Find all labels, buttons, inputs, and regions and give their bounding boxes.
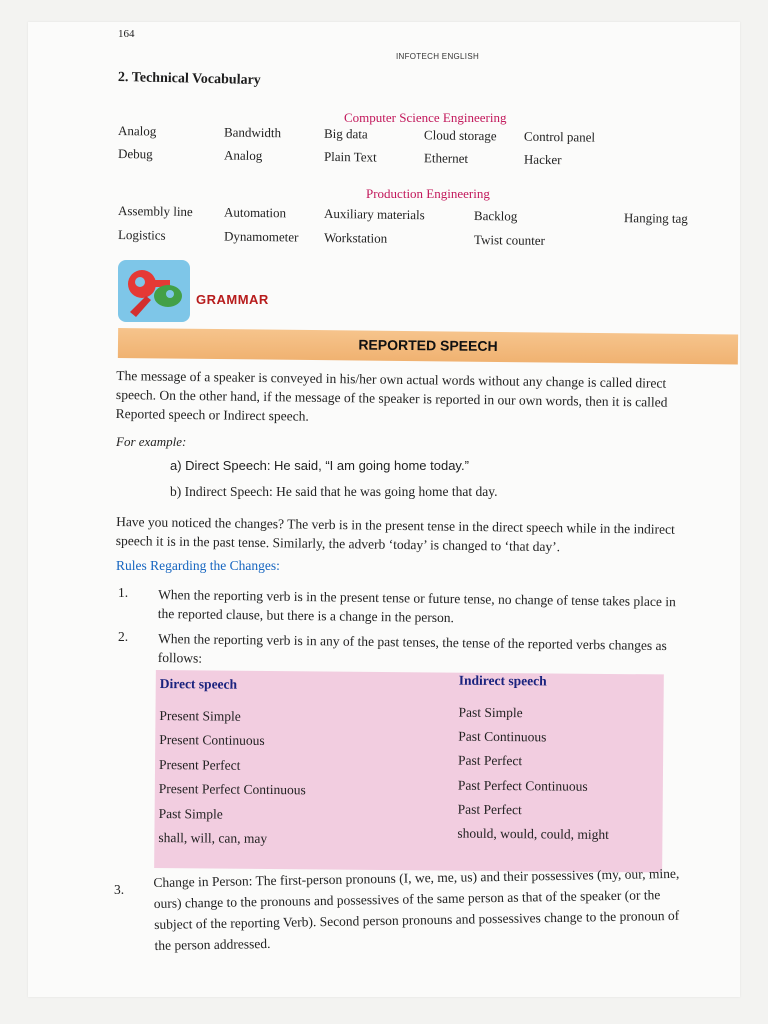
table-header-indirect: Indirect speech [458, 672, 547, 689]
table-cell-direct: Present Continuous [159, 732, 265, 748]
rule-2-text [158, 629, 758, 675]
example-indirect: b) Indirect Speech: He said that he was going home that day. [170, 484, 498, 499]
vocab-term: Big data [323, 125, 368, 142]
rule-line: ours) change to the pronouns and possessives of the same person as that of the speaker (or the [153, 887, 661, 912]
vocab-term: Logistics [117, 227, 166, 243]
vocab-term: Twist counter [473, 231, 546, 248]
banner-title: REPORTED SPEECH [358, 336, 498, 354]
section-banner [118, 328, 738, 364]
example-label: For example: [116, 434, 187, 449]
rule-number: 2. [118, 629, 129, 644]
table-cell-indirect: Past Perfect [457, 801, 522, 818]
key-icon [118, 260, 190, 322]
rule-3-text [153, 862, 744, 956]
rule-line: Change in Person: The first-person pronouns (I, we, me, us) and their possessives (my, our, mine, [153, 865, 680, 891]
vocab-term: Bandwidth [223, 124, 282, 141]
tense-table [154, 670, 664, 872]
notice-line: speech it is in the past tense. Similarly, the adverb ‘today’ is changed to ‘that day’. [115, 532, 561, 555]
rule-line: follows: [157, 649, 203, 666]
vocab-term: Automation [223, 204, 287, 221]
table-cell-direct: Present Simple [159, 708, 241, 724]
table-cell-direct: Present Perfect [158, 757, 241, 773]
vocab-term: Cloud storage [423, 127, 497, 144]
category-heading-cse: Computer Science Engineering [344, 110, 507, 125]
vocab-term: Auxiliary materials [323, 205, 425, 223]
table-cell-indirect: Past Continuous [458, 728, 547, 745]
example-direct: a) Direct Speech: He said, “I am going home today.” [170, 458, 469, 473]
table-cell-indirect: Past Perfect [458, 752, 523, 769]
rule-line: When the reporting verb is in any of the past tenses, the tense of the reported verbs changes as [158, 631, 667, 654]
rule-line: subject of the reporting Verb). Second person pronouns and possessives change to the pronoun of [154, 907, 680, 932]
table-cell-indirect: Past Perfect Continuous [457, 777, 588, 794]
intro-paragraph [116, 366, 757, 432]
rule-number: 3. [114, 882, 125, 897]
rule-1-text [158, 585, 758, 631]
vocab-term: Debug [117, 146, 153, 162]
intro-line: Reported speech or Indirect speech. [115, 405, 309, 424]
vocab-term: Analog [117, 123, 157, 139]
vocab-row-production-1 [118, 203, 718, 229]
table-cell-indirect: should, would, could, might [457, 825, 610, 842]
intro-line: speech. On the other hand, if the message of the speaker is reported in our own words, then it is called [115, 387, 668, 410]
rule-line: the person addressed. [154, 935, 271, 953]
rules-heading: Rules Regarding the Changes: [116, 558, 280, 573]
table-cell-direct: Present Perfect Continuous [158, 781, 306, 798]
vocab-term: Hacker [523, 151, 562, 168]
table-cell-indirect: Past Simple [458, 704, 523, 721]
rule-number: 1. [118, 585, 129, 600]
vocab-term: Analog [223, 147, 263, 164]
vocab-term: Control panel [523, 128, 596, 145]
vocab-row-cse-2 [118, 146, 718, 172]
vocab-term: Hanging tag [623, 210, 688, 226]
vocab-term: Backlog [473, 207, 518, 224]
vocab-term: Ethernet [423, 150, 469, 166]
rule-line: the reported clause, but there is a change in the person. [157, 605, 455, 626]
table-cell-direct: Past Simple [158, 806, 223, 822]
vocab-term: Assembly line [117, 203, 193, 220]
running-header: INFOTECH ENGLISH [396, 52, 480, 61]
vocab-term: Workstation [323, 229, 388, 246]
intro-line: The message of a speaker is conveyed in his/her own actual words without any change is called direct [116, 368, 667, 391]
textbook-page [28, 22, 740, 997]
notice-paragraph [116, 512, 756, 559]
vocab-term: Dynamometer [223, 228, 299, 245]
section-title: 2. Technical Vocabulary [117, 70, 261, 88]
vocab-row-production-2 [118, 227, 718, 253]
table-header-direct: Direct speech [159, 676, 238, 692]
vocab-term: Plain Text [323, 148, 377, 165]
category-heading-production: Production Engineering [366, 186, 490, 201]
vocab-row-cse-1 [118, 123, 718, 149]
notice-line: Have you noticed the changes? The verb is in the present tense in the direct speech while in the indirect [116, 514, 675, 537]
grammar-label: GRAMMAR [196, 292, 269, 307]
rule-line: When the reporting verb is in the present tense or future tense, no change of tense takes place in [158, 587, 676, 610]
page-number: 164 [118, 28, 135, 40]
table-cell-direct: shall, will, can, may [158, 830, 268, 846]
